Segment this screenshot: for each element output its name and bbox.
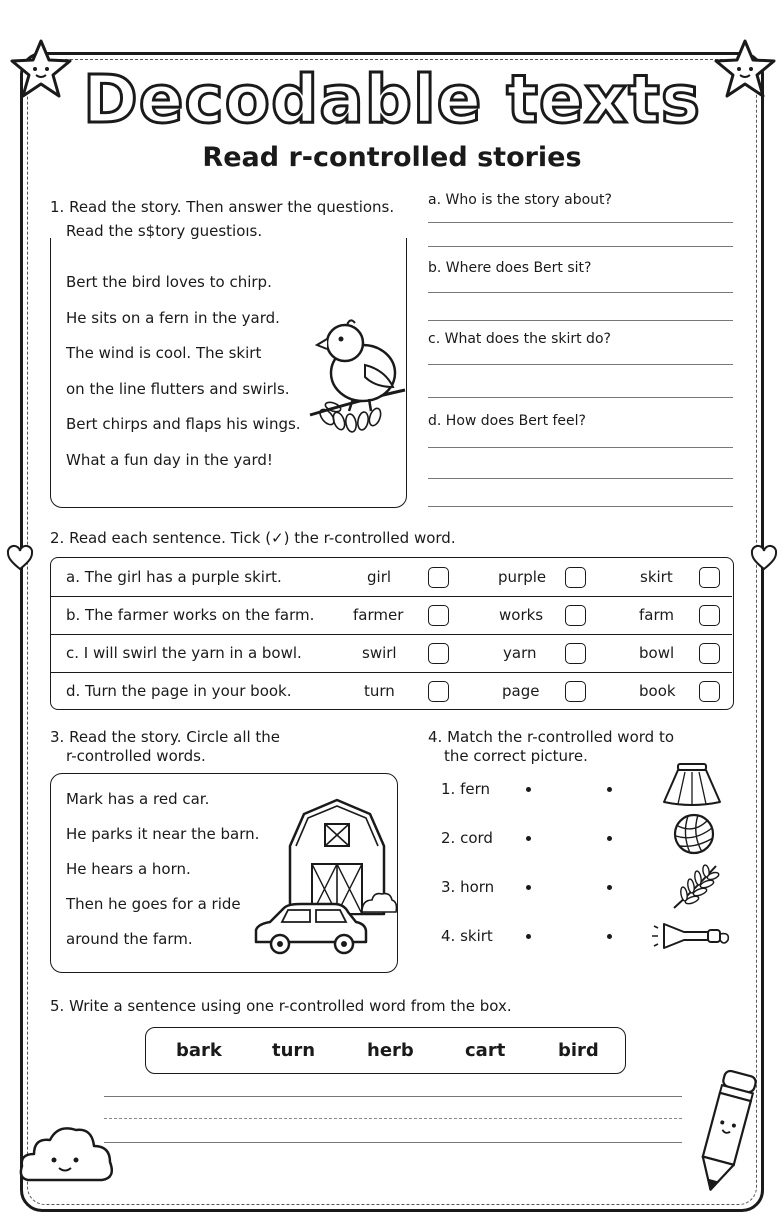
word-bank-item: bird (558, 1040, 599, 1061)
pencil-icon (692, 1068, 762, 1196)
story1-line: Bert the bird loves to chirp. (66, 273, 272, 291)
match-dot-left[interactable] (526, 934, 531, 939)
match-dot-left[interactable] (526, 836, 531, 841)
table-row (51, 596, 732, 634)
horn-icon (652, 920, 732, 952)
section1-heading: 1. Read the story. Then answer the questions. (50, 198, 395, 216)
question-b: b. Where does Bert sit? (428, 260, 592, 276)
story2-line[interactable]: Mark has a red car. (66, 790, 210, 808)
question-a: a. Who is the story about? (428, 192, 612, 208)
option-word: turn (364, 682, 395, 700)
section2-heading: 2. Read each sentence. Tick (✓) the r-controlled word. (50, 529, 456, 547)
answer-line[interactable] (428, 246, 733, 247)
word-bank-item: cart (465, 1040, 506, 1061)
answer-line[interactable] (428, 447, 733, 448)
section4-heading-line2: the correct picture. (444, 747, 588, 765)
table-row (51, 672, 732, 710)
question-d: d. How does Bert feel? (428, 413, 586, 429)
option-word: farm (639, 606, 674, 624)
answer-line[interactable] (428, 397, 733, 398)
option-word: works (499, 606, 544, 624)
sentence: b. The farmer works on the farm. (66, 606, 315, 624)
story1-line: He sits on a fern in the yard. (66, 309, 280, 327)
answer-line[interactable] (428, 292, 733, 293)
word-bank-item: turn (272, 1040, 316, 1061)
match-dot-right[interactable] (607, 787, 612, 792)
page-title: Decodable texts (82, 61, 702, 138)
heart-left-icon (6, 545, 34, 571)
match-word: 3. horn (441, 878, 495, 896)
heart-right-icon (750, 545, 778, 571)
tick-checkbox[interactable] (699, 605, 720, 626)
option-word: girl (367, 568, 392, 586)
option-word: purple (498, 568, 547, 586)
option-word: swirl (362, 644, 397, 662)
fern-icon (670, 862, 720, 912)
option-word: bowl (639, 644, 675, 662)
story1-line: What a fun day in the yard! (66, 451, 273, 469)
section3-heading: 3. Read the story. Circle all the (50, 728, 281, 746)
sentence: a. The girl has a purple skirt. (66, 568, 282, 586)
option-word: farmer (353, 606, 404, 624)
answer-line[interactable] (428, 478, 733, 479)
sentence: d. Turn the page in your book. (66, 682, 292, 700)
tick-checkbox[interactable] (699, 567, 720, 588)
bird-icon (305, 315, 410, 445)
writing-line[interactable] (104, 1142, 682, 1143)
tick-checkbox[interactable] (699, 681, 720, 702)
option-word: book (639, 682, 676, 700)
match-dot-right[interactable] (607, 836, 612, 841)
word-bank-item: bark (176, 1040, 222, 1061)
tick-checkbox[interactable] (565, 681, 586, 702)
answer-line[interactable] (428, 222, 733, 223)
answer-line[interactable] (428, 320, 733, 321)
word-bank-item: herb (367, 1040, 414, 1061)
story2-line[interactable]: He hears a horn. (66, 860, 191, 878)
cloud-icon (18, 1120, 118, 1186)
answer-line[interactable] (428, 506, 733, 507)
tick-checkbox[interactable] (699, 643, 720, 664)
table-row (51, 558, 732, 596)
car-icon (252, 902, 370, 956)
word-box (145, 1027, 626, 1074)
tick-checkbox[interactable] (428, 681, 449, 702)
match-word: 4. skirt (441, 927, 493, 945)
option-word: skirt (640, 568, 673, 586)
story1-line: on the line flutters and swirls. (66, 380, 290, 398)
tick-checkbox[interactable] (428, 643, 449, 664)
story1-line: Bert chirps and flaps his wings. (66, 415, 301, 433)
tick-checkbox[interactable] (565, 567, 586, 588)
story1-line: The wind is cool. The skirt (66, 344, 262, 362)
option-word: yarn (503, 644, 537, 662)
tick-checkbox[interactable] (428, 605, 449, 626)
tick-checkbox[interactable] (428, 567, 449, 588)
table-row (51, 634, 732, 672)
match-word: 2. cord (441, 829, 493, 847)
section1-subheading: Read the s$tory guestioıs. (66, 222, 263, 240)
tick-table (50, 557, 734, 710)
story2-line[interactable]: He parks it near the barn. (66, 825, 260, 843)
yarn-ball-icon (672, 812, 716, 856)
option-word: page (502, 682, 540, 700)
match-dot-right[interactable] (607, 885, 612, 890)
story2-line[interactable]: around the farm. (66, 930, 193, 948)
match-dot-right[interactable] (607, 934, 612, 939)
section4-heading: 4. Match the r-controlled word to (428, 728, 674, 746)
writing-midline (104, 1118, 682, 1119)
answer-line[interactable] (428, 364, 733, 365)
match-dot-left[interactable] (526, 885, 531, 890)
section5-heading: 5. Write a sentence using one r-controlled word from the box. (50, 997, 512, 1015)
question-c: c. What does the skirt do? (428, 331, 611, 347)
match-word: 1. fern (441, 780, 490, 798)
writing-line[interactable] (104, 1096, 682, 1097)
match-dot-left[interactable] (526, 787, 531, 792)
sentence: c. I will swirl the yarn in a bowl. (66, 644, 302, 662)
tick-checkbox[interactable] (565, 605, 586, 626)
tick-checkbox[interactable] (565, 643, 586, 664)
story2-line[interactable]: Then he goes for a ride (66, 895, 241, 913)
page-subtitle: Read r-controlled stories (202, 142, 582, 173)
skirt-icon (660, 762, 724, 808)
section3-heading-line2: r-controlled words. (66, 747, 206, 765)
